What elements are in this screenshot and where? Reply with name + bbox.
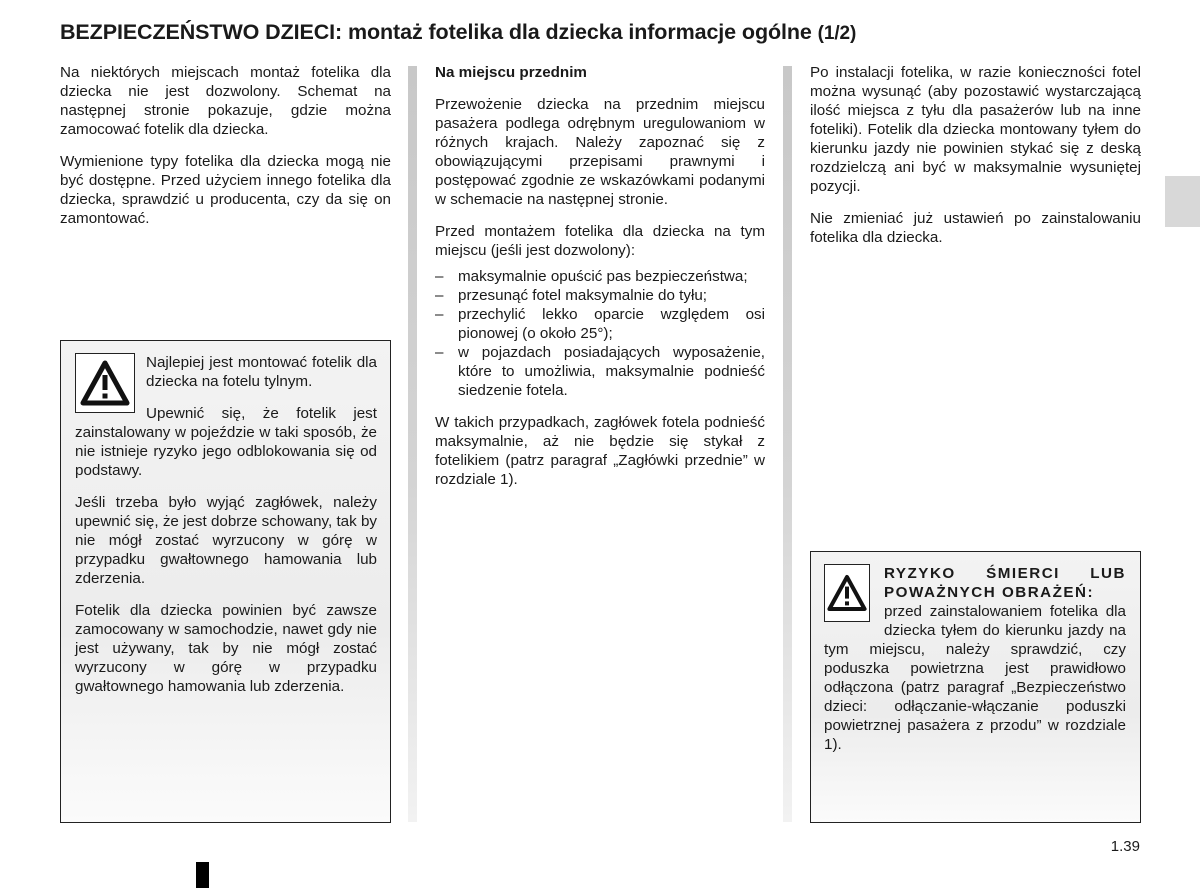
warning-triangle-icon	[824, 564, 870, 622]
column-left	[60, 63, 391, 241]
print-mark	[196, 862, 209, 888]
warning-text: Najlepiej jest montować fotelik dla dziecka na fotelu tylnym.	[146, 354, 377, 390]
warning-triangle-shape	[827, 574, 867, 612]
title-main: BEZPIECZEŃSTWO DZIECI: montaż fotelika dla dziecka informacje ogólne	[60, 20, 818, 44]
paragraph: Wymienione typy fotelika dla dziecka mogą nie być dostępne. Przed użyciem innego fotelika dla dziecka, sprawdzić u producenta, czy da się on zamontować.	[60, 153, 391, 227]
paragraph: Na niektórych miejscach montaż fotelika dla dziecka nie jest dozwolony. Schemat na następnej stronie pokazuje, gdzie można zamocować fotelik dla dziecka.	[60, 64, 391, 138]
warning-text: Upewnić się, że fotelik jest zainstalowany w pojeździe w taki sposób, że nie istnieje ryzyko jego odblokowania się od podstawy.	[75, 405, 377, 479]
warning-text: Fotelik dla dziecka powinien być zawsze zamocowany w samochodzie, nawet gdy nie jest używany, tak by nie mógł zostać wyrzucony w górę w przypadku gwałtownego hamowania lub zderzenia.	[75, 602, 377, 695]
column-divider	[783, 66, 792, 822]
warning-box-rear-seat	[60, 340, 391, 823]
column-middle	[435, 63, 765, 502]
chapter-tab	[1165, 176, 1200, 227]
list-item: – przesunąć fotel maksymalnie do tyłu;	[435, 286, 765, 305]
paragraph: Przewożenie dziecka na przednim miejscu pasażera podlega odrębnym uregulowaniom w różnych krajach. Należy zapoznać się z obowiązującymi przepisami prawnymi i postępować zgodnie ze wskazówkami podanymi w schemacie na następnej stronie.	[435, 96, 765, 208]
title-suffix: (1/2)	[817, 23, 857, 44]
list-item: – w pojazdach posiadających wyposażenie, które to umożliwia, maksymalnie podnieść siedzenie fotela.	[435, 343, 765, 400]
warning-box-airbag	[810, 551, 1141, 823]
column-divider	[408, 66, 417, 822]
warning-triangle-icon	[75, 353, 135, 413]
paragraph: Po instalacji fotelika, w razie konieczności fotel można wysunąć (aby pozostawić wystarczającą ilość miejsca z tyłu dla pasażerów lub na inne foteliki). Fotelik dla dziecka montowany tyłem do kierunku jazdy nie powinien stykać się z deską rozdzielczą ani być w maksymalnie wysuniętej pozycji.	[810, 64, 1141, 195]
section-heading: Na miejscu przednim	[435, 64, 587, 81]
warning-text: Jeśli trzeba było wyjąć zagłówek, należy upewnić się, że jest dobrze schowany, tak by nie mógł zostać wyrzucony w górę w przypadku gwałtownego hamowania lub zderzenia.	[75, 494, 377, 587]
list-item: – przechylić lekko oparcie względem osi pionowej (o około 25°);	[435, 305, 765, 343]
column-right	[810, 63, 1141, 260]
warning-text: przed zainstalowaniem fotelika dla dziecka tyłem do kierunku jazdy na tym miejscu, należy sprawdzić, czy poduszka powietrzna jest prawidłowo odłączona (patrz paragraf „Bezpieczeństwo dzieci: odłączanie-włączanie poduszki powietrznej pasażera z przodu” w rozdziale 1).	[824, 603, 1126, 753]
paragraph: W takich przypadkach, zagłówek fotela podnieść maksymalnie, aż nie będzie się stykał z fotelikiem (patrz paragraf „Zagłówki przednie” w rozdziale 1).	[435, 414, 765, 488]
paragraph: Nie zmieniać już ustawień po zainstalowaniu fotelika dla dziecka.	[810, 210, 1141, 246]
page-title	[60, 20, 1160, 45]
page-number: 1.39	[1110, 838, 1140, 855]
list-item: – maksymalnie opuścić pas bezpieczeństwa;	[435, 267, 765, 286]
paragraph: Przed montażem fotelika dla dziecka na tym miejscu (jeśli jest dozwolony):	[435, 223, 765, 259]
warning-triangle-shape	[80, 360, 130, 406]
warning-caps-heading: RYZYKO ŚMIERCI LUB POWAŻNYCH OBRAŻEŃ:	[884, 565, 1126, 601]
dash-list	[435, 267, 765, 400]
